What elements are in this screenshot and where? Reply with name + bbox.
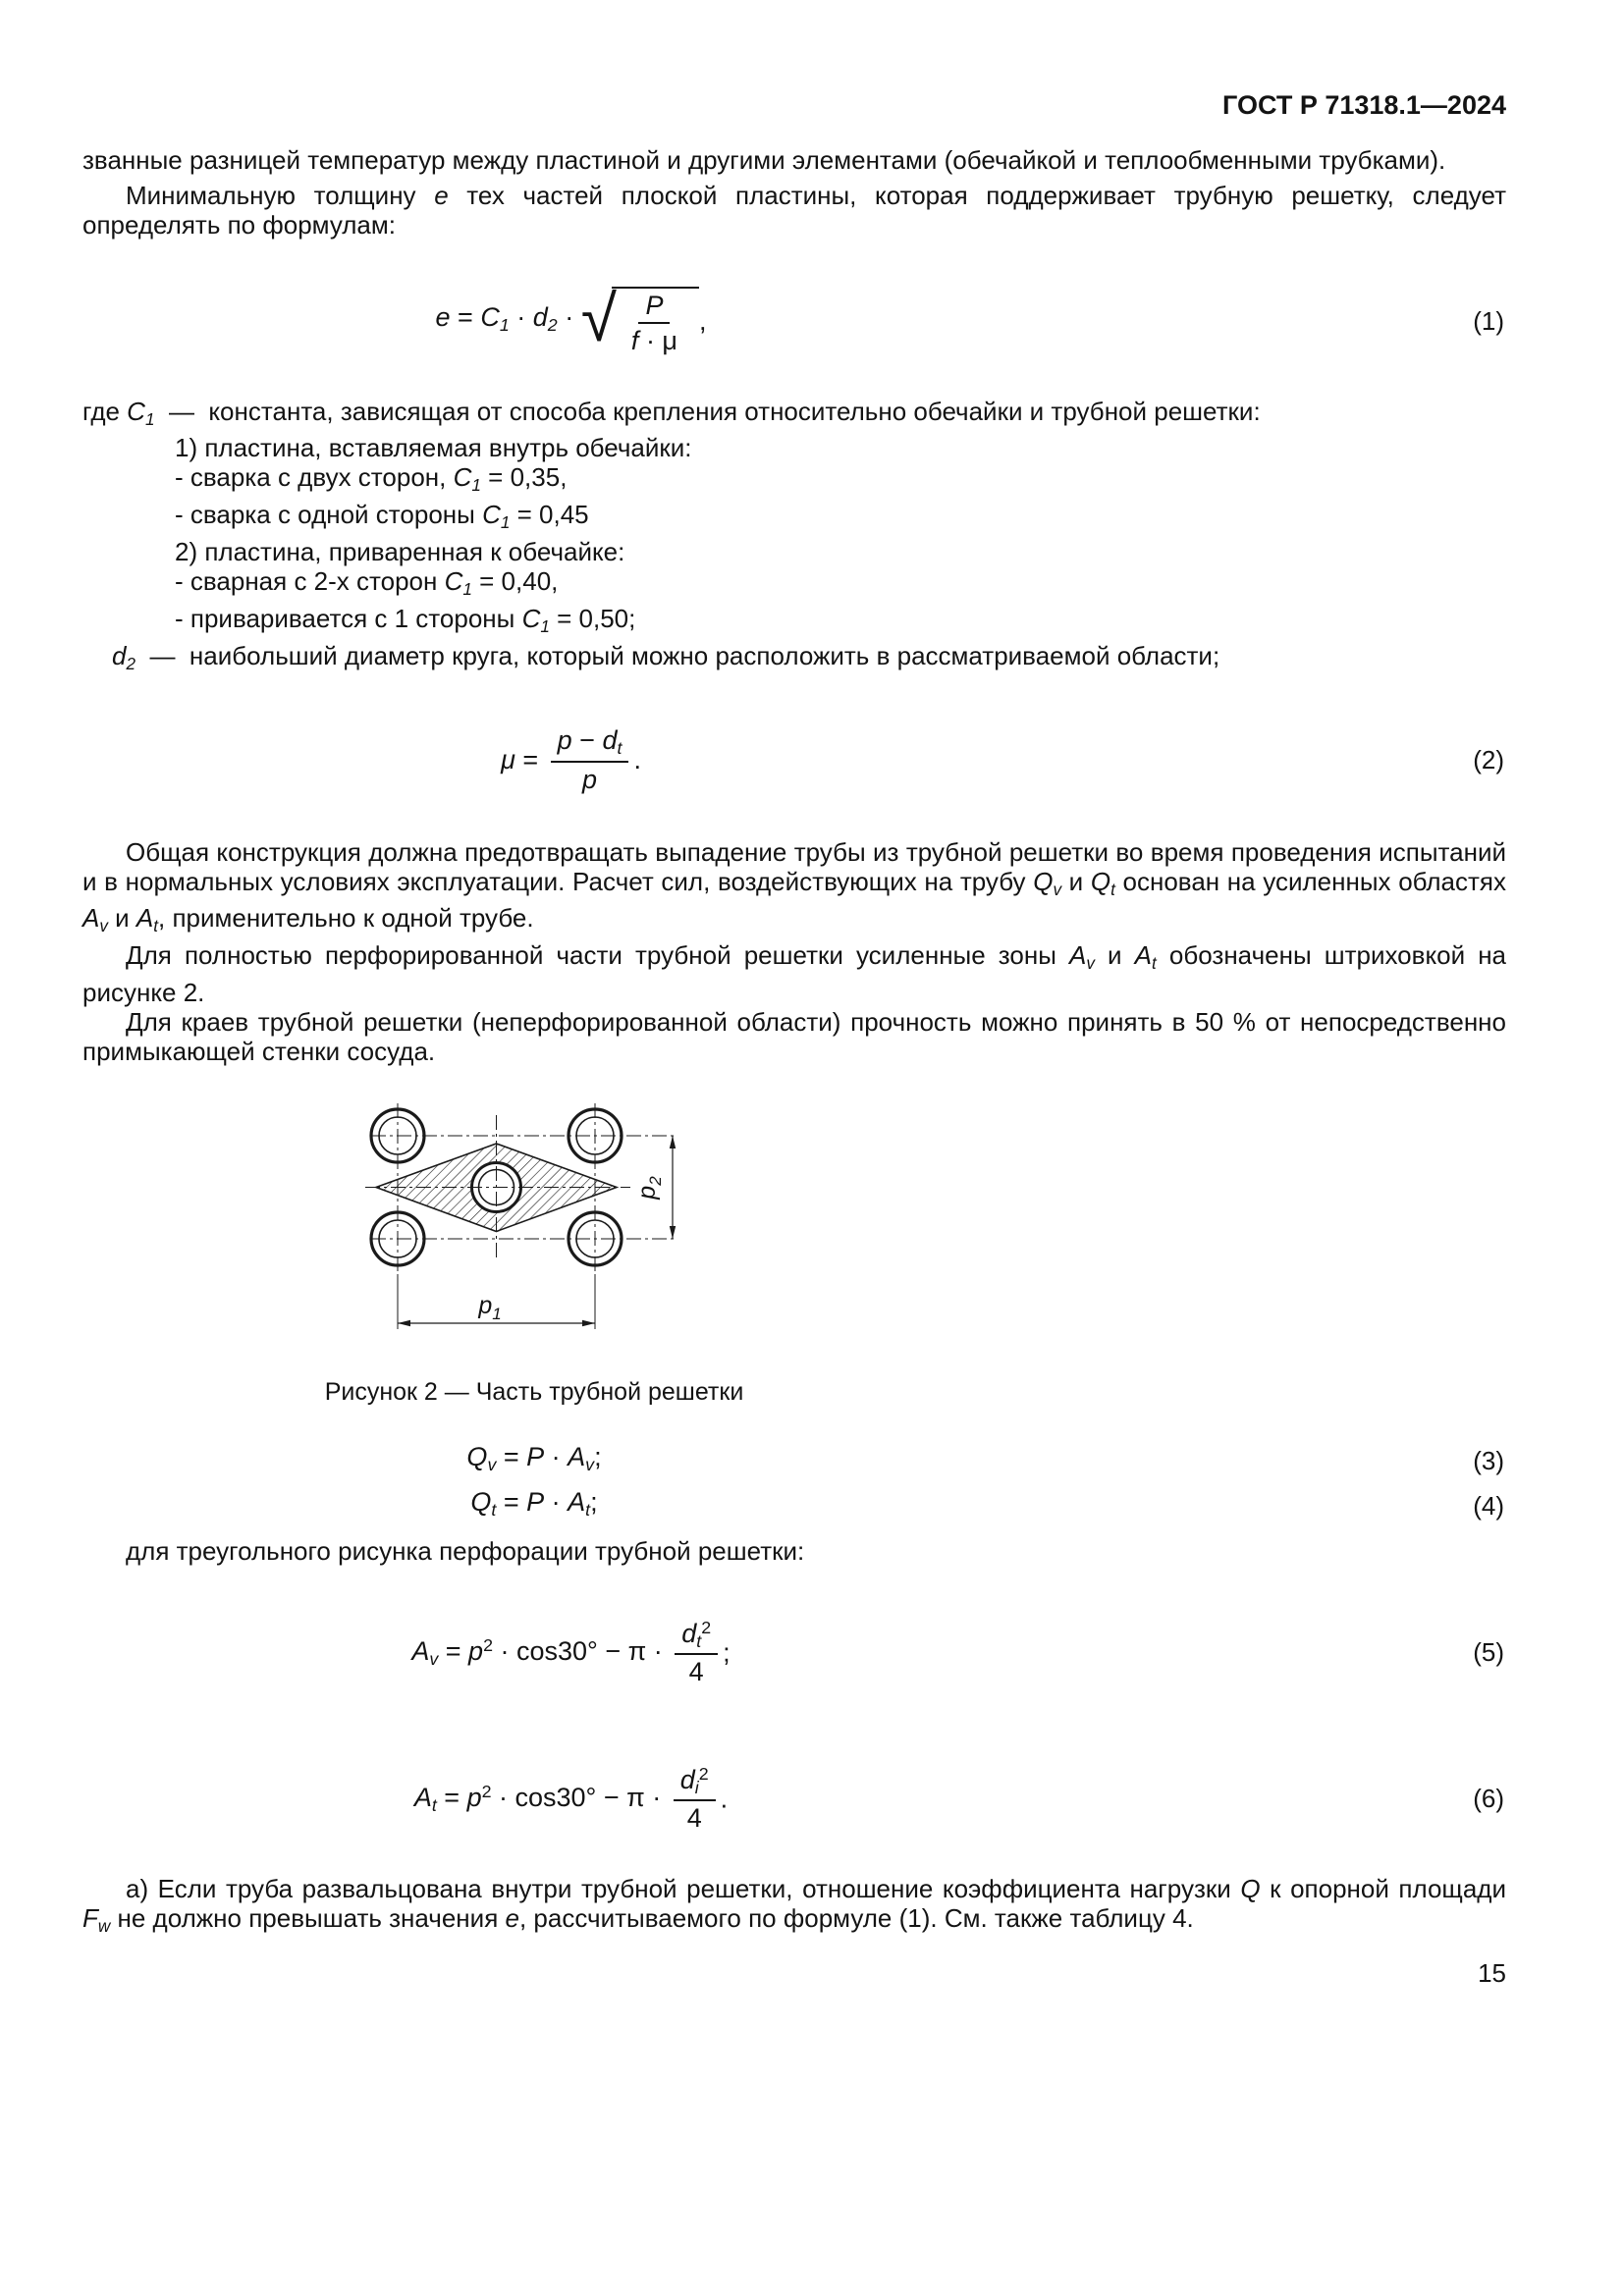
where-item-1a: - сварка с двух сторон, C1 = 0,35, [175,462,568,496]
dimension-label-p2: $p_2$ [632,1176,665,1200]
formula-4 [82,1487,1506,1524]
fraction-numerator: P [638,292,670,324]
paragraph-triangular-pattern: для треугольного рисунка перфорации трубной решетки: [126,1535,805,1566]
paragraph-tube-sheet-edges: Для краев трубной решетки (неперфорированной области) прочность можно принять в 50 % от непосредственно примыкающей стенки сосуда. [82,1006,1514,1066]
dimension-p1 [398,1292,595,1326]
formula-1-tail: , [699,305,707,336]
figure-2 [82,1092,986,1407]
formula-5-lead: $Av = p^2 \cdot \cos 30^\circ - \pi$ · [411,1635,671,1670]
page-content [82,0,1514,1988]
fraction-numerator: $dt^2$ [675,1619,718,1656]
figure-caption: Рисунок 2 — Часть трубной решетки [324,1377,744,1406]
formula-2-tail: . [633,745,641,775]
fraction-denominator: 4 [686,1803,702,1834]
where-item-2: 2) пластина, приваренная к обечайке: [175,537,625,567]
arrow-right-icon [582,1320,595,1326]
radical [580,281,699,356]
equation-number-3: (3) [1473,1445,1504,1475]
arrow-left-icon [398,1320,410,1326]
paragraph-min-thickness: Минимальную толщину e тех частей плоской пластины, которая поддерживает трубную решетку, следует определять по формулам: [82,181,1514,240]
fraction-denominator: p [582,765,598,795]
equation-number-6: (6) [1473,1784,1504,1814]
formula-3 [82,1442,1506,1479]
fraction-denominator: 4 [688,1657,704,1687]
where-intro-c1: где C1 — константа, зависящая от способа крепления относительно обечайки и трубной решетки: [82,396,1261,429]
fraction [674,1765,716,1833]
page-number: 15 [1478,1957,1506,1988]
formula-2-lead: μ = [501,745,546,775]
arrow-up-icon [669,1136,675,1148]
where-term-d2: d2 — наибольший диаметр круга, который можно расположить в рассматриваемой области; [112,640,1220,673]
radical-sign-icon: √ [580,281,617,354]
where-item-2b: - приваривается с 1 стороны C1 = 0,50; [175,603,636,636]
where-item-1b: - сварка с одной стороны C1 = 0,45 [175,500,589,533]
formula-3-body: Qv = P · Av; [466,1441,602,1474]
formula-1-lead: e = C1 · d2 · [435,301,581,335]
equation-number-5: (5) [1473,1637,1504,1668]
equation-number-2: (2) [1473,745,1504,775]
fraction-denominator: f · μ [630,326,677,356]
formula-6-tail: . [720,1784,729,1814]
fraction [624,292,684,355]
arrow-down-icon [669,1226,675,1239]
where-item-1: 1) пластина, вставляемая внутрь обечайки: [175,433,692,463]
formula-6-lead: $At = p^2 \cdot \cos 30^\circ - \pi$ · [413,1782,669,1816]
fraction-numerator: $di^2$ [674,1765,716,1802]
paragraph-general-design: Общая конструкция должна предотвращать выпадение трубы из трубной решетки во время проведения испытаний и в нормальных условиях эксплуатации. Расчет сил, воздействующих на трубу Qv и Qt основан на усиленных областях Av и At, применительно к одной трубе. [82,836,1514,936]
formula-1 [82,257,1506,385]
paragraph-perforated-zones: Для полностью перфорированной части трубной решетки усиленные зоны Av и At обозначены штриховкой на рисунке 2. [82,940,1514,1007]
figure-2-drawing [365,1092,704,1349]
formula-4-body: Qt = P · At; [470,1486,598,1520]
formula-2 [82,697,1506,823]
formula-5-tail: ; [723,1637,731,1668]
dimension-label-p1: $p_1$ [477,1291,502,1323]
fraction [675,1619,718,1686]
where-item-2a: - сварная с 2-х сторон C1 = 0,40, [175,566,559,599]
equation-number-4: (4) [1473,1490,1504,1521]
paragraph-expanded-tube: а) Если труба развальцована внутри трубной решетки, отношение коэффициента нагрузки Q к опорной площади Fw не должно превышать значения e, рассчитываемого по формуле (1). См. также таблицу 4. [82,1873,1514,1936]
fraction [551,726,629,793]
fraction-numerator: p − dt [551,726,629,763]
formula-5 [82,1589,1506,1716]
paragraph-continuation: званные разницей температур между пластиной и другими элементами (обечайкой и теплообменными трубками). [82,145,1446,175]
dimension-p2 [633,1136,676,1239]
where-definitions [82,397,1506,678]
formula-6 [82,1735,1506,1862]
document-id-header: ГОСТ Р 71318.1—2024 [1222,90,1506,120]
equation-number-1: (1) [1473,305,1504,336]
